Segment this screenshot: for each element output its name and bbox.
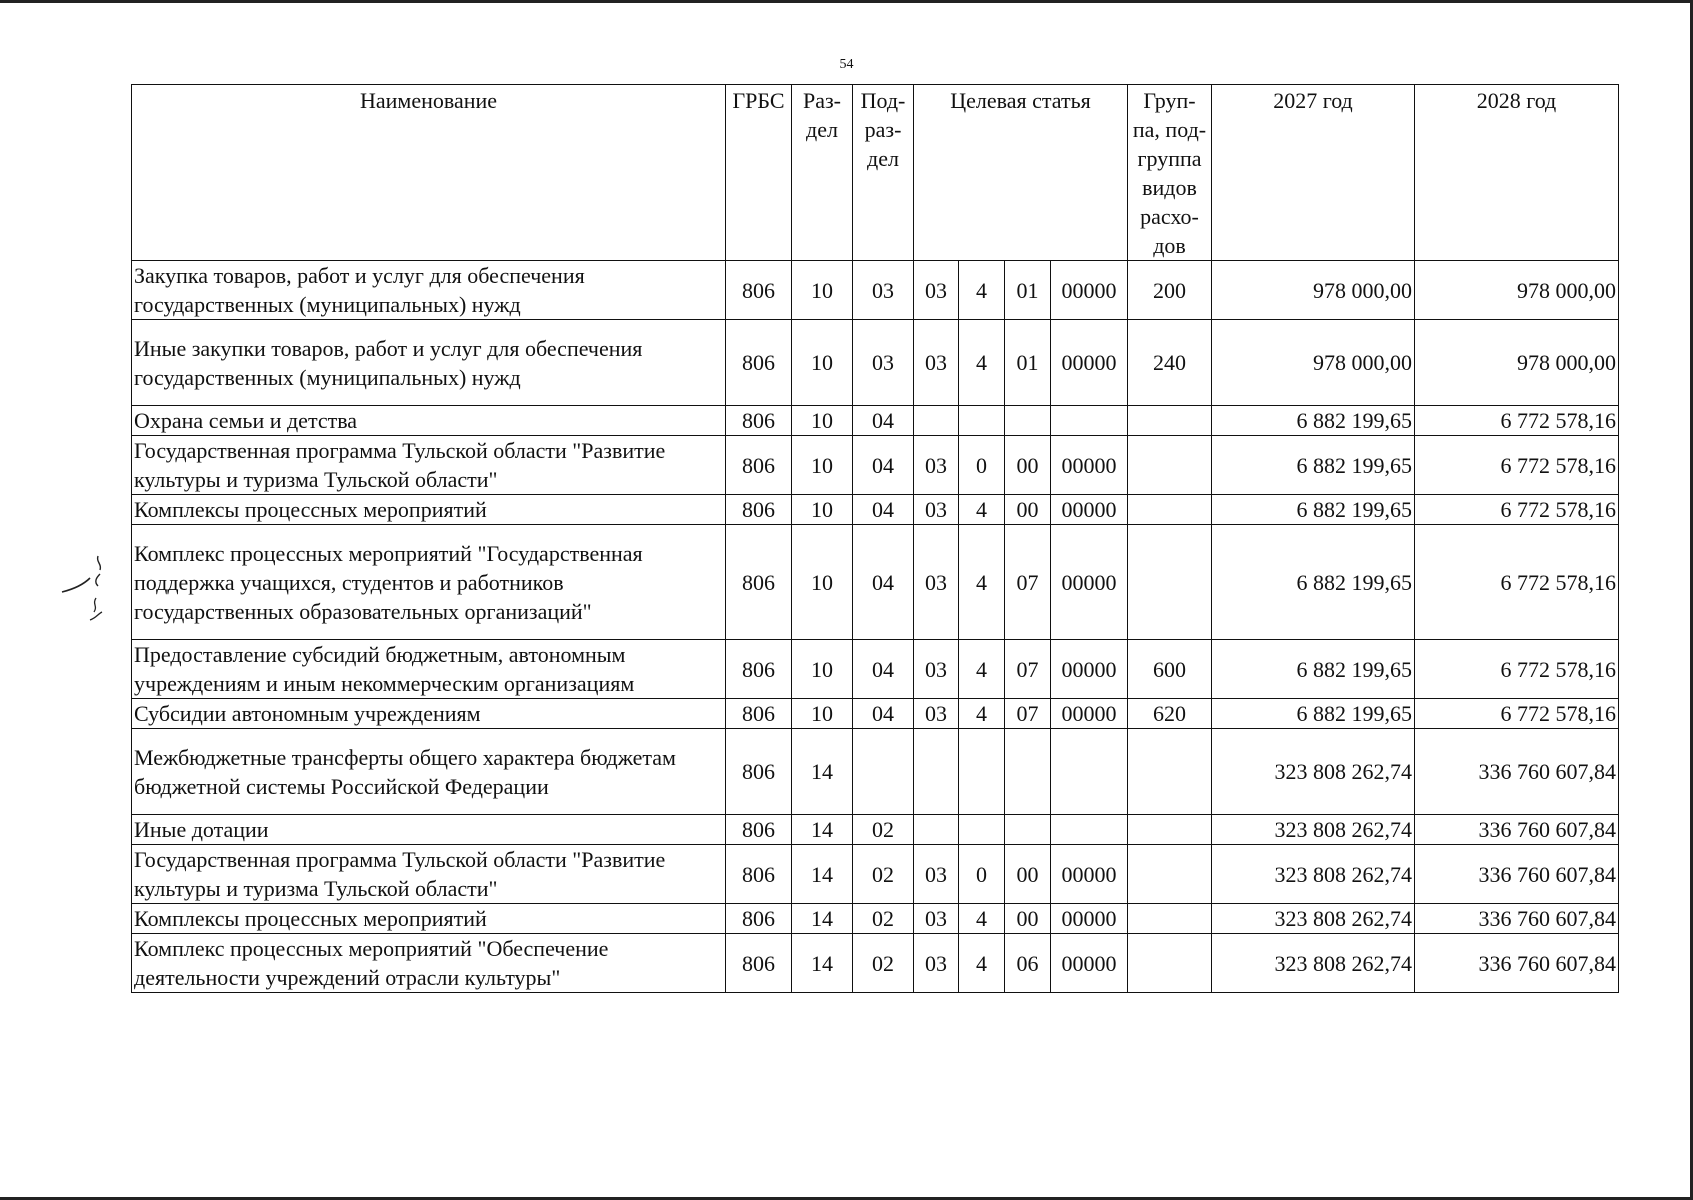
- cell-expense-group: 200: [1128, 261, 1212, 320]
- cell-target-type: 4: [959, 699, 1005, 729]
- cell-expense-group: 620: [1128, 699, 1212, 729]
- cell-target-direction: 00000: [1051, 934, 1128, 993]
- cell-expense-group: [1128, 406, 1212, 436]
- cell-expense-group: 600: [1128, 640, 1212, 699]
- cell-razdel: 14: [792, 934, 853, 993]
- cell-podrazdel: 04: [853, 406, 914, 436]
- cell-amount-2027: 323 808 262,74: [1212, 845, 1415, 904]
- cell-amount-2028: 336 760 607,84: [1415, 904, 1619, 934]
- cell-target-program: 03: [914, 699, 959, 729]
- cell-podrazdel: 04: [853, 525, 914, 640]
- row-name: Предоставление субсидий бюджетным, автономным учреждениям и иным некоммерческим организациям: [132, 640, 726, 699]
- cell-amount-2028: 336 760 607,84: [1415, 845, 1619, 904]
- cell-target-complex: 00: [1005, 495, 1051, 525]
- cell-target-type: 4: [959, 640, 1005, 699]
- cell-target-direction: 00000: [1051, 495, 1128, 525]
- cell-target-direction: 00000: [1051, 320, 1128, 406]
- row-name: Комплексы процессных мероприятий: [132, 904, 726, 934]
- cell-grbs: 806: [726, 815, 792, 845]
- row-name: Иные закупки товаров, работ и услуг для обеспечения государственных (муниципальных) нужд: [132, 320, 726, 406]
- cell-amount-2027: 978 000,00: [1212, 261, 1415, 320]
- cell-target-type: [959, 406, 1005, 436]
- table-row: [132, 934, 1619, 993]
- cell-amount-2027: 6 882 199,65: [1212, 406, 1415, 436]
- row-name: Закупка товаров, работ и услуг для обеспечения государственных (муниципальных) нужд: [132, 261, 726, 320]
- cell-target-program: 03: [914, 934, 959, 993]
- table-body: [132, 261, 1619, 993]
- cell-amount-2027: 6 882 199,65: [1212, 495, 1415, 525]
- cell-amount-2028: 6 772 578,16: [1415, 525, 1619, 640]
- cell-target-type: [959, 729, 1005, 815]
- cell-podrazdel: 04: [853, 495, 914, 525]
- cell-razdel: 10: [792, 406, 853, 436]
- cell-target-type: 4: [959, 904, 1005, 934]
- cell-amount-2028: 6 772 578,16: [1415, 495, 1619, 525]
- cell-target-complex: 00: [1005, 436, 1051, 495]
- cell-amount-2028: 336 760 607,84: [1415, 815, 1619, 845]
- cell-target-direction: [1051, 729, 1128, 815]
- cell-grbs: 806: [726, 525, 792, 640]
- cell-amount-2027: 6 882 199,65: [1212, 699, 1415, 729]
- cell-target-program: 03: [914, 904, 959, 934]
- cell-grbs: 806: [726, 320, 792, 406]
- cell-amount-2028: 6 772 578,16: [1415, 699, 1619, 729]
- cell-razdel: 10: [792, 261, 853, 320]
- cell-grbs: 806: [726, 406, 792, 436]
- cell-podrazdel: 04: [853, 436, 914, 495]
- cell-target-program: [914, 815, 959, 845]
- cell-target-program: 03: [914, 495, 959, 525]
- cell-target-program: 03: [914, 320, 959, 406]
- cell-amount-2027: 323 808 262,74: [1212, 904, 1415, 934]
- row-name: Межбюджетные трансферты общего характера бюджетам бюджетной системы Российской Федерации: [132, 729, 726, 815]
- col-header-name: Наименование: [132, 85, 726, 261]
- cell-target-direction: 00000: [1051, 845, 1128, 904]
- cell-razdel: 10: [792, 495, 853, 525]
- cell-target-direction: 00000: [1051, 525, 1128, 640]
- cell-target-type: 4: [959, 495, 1005, 525]
- cell-target-complex: [1005, 406, 1051, 436]
- cell-podrazdel: 02: [853, 904, 914, 934]
- row-name: Субсидии автономным учреждениям: [132, 699, 726, 729]
- table-row: [132, 525, 1619, 640]
- cell-razdel: 14: [792, 815, 853, 845]
- cell-grbs: 806: [726, 729, 792, 815]
- cell-grbs: 806: [726, 261, 792, 320]
- cell-target-type: 4: [959, 320, 1005, 406]
- cell-target-complex: 07: [1005, 525, 1051, 640]
- cell-razdel: 10: [792, 436, 853, 495]
- cell-target-program: 03: [914, 845, 959, 904]
- cell-podrazdel: 04: [853, 640, 914, 699]
- row-name: Комплекс процессных мероприятий "Государственная поддержка учащихся, студентов и работников государственных образовательных организаций": [132, 525, 726, 640]
- col-header-year-2027: 2027 год: [1212, 85, 1415, 261]
- cell-razdel: 14: [792, 729, 853, 815]
- cell-amount-2027: 323 808 262,74: [1212, 729, 1415, 815]
- cell-amount-2027: 6 882 199,65: [1212, 640, 1415, 699]
- table-header-row: [132, 85, 1619, 261]
- cell-target-direction: 00000: [1051, 904, 1128, 934]
- cell-razdel: 14: [792, 904, 853, 934]
- cell-target-program: 03: [914, 436, 959, 495]
- cell-amount-2027: 6 882 199,65: [1212, 525, 1415, 640]
- scan-edge-top: [0, 0, 1693, 3]
- cell-amount-2028: 6 772 578,16: [1415, 436, 1619, 495]
- cell-target-direction: [1051, 406, 1128, 436]
- cell-target-complex: 07: [1005, 640, 1051, 699]
- cell-amount-2028: 336 760 607,84: [1415, 729, 1619, 815]
- cell-razdel: 10: [792, 320, 853, 406]
- cell-grbs: 806: [726, 699, 792, 729]
- cell-amount-2028: 336 760 607,84: [1415, 934, 1619, 993]
- cell-podrazdel: 02: [853, 845, 914, 904]
- cell-target-complex: 01: [1005, 261, 1051, 320]
- cell-podrazdel: 02: [853, 934, 914, 993]
- table-row: [132, 904, 1619, 934]
- cell-grbs: 806: [726, 436, 792, 495]
- cell-amount-2027: 323 808 262,74: [1212, 934, 1415, 993]
- cell-target-program: 03: [914, 525, 959, 640]
- table-row: [132, 815, 1619, 845]
- cell-target-type: 4: [959, 934, 1005, 993]
- cell-target-type: 0: [959, 436, 1005, 495]
- row-name: Иные дотации: [132, 815, 726, 845]
- cell-razdel: 10: [792, 640, 853, 699]
- cell-target-program: 03: [914, 261, 959, 320]
- col-header-target-article: Целевая статья: [914, 85, 1128, 261]
- cell-grbs: 806: [726, 640, 792, 699]
- row-name: Охрана семьи и детства: [132, 406, 726, 436]
- cell-grbs: 806: [726, 845, 792, 904]
- cell-target-direction: 00000: [1051, 436, 1128, 495]
- row-name: Комплексы процессных мероприятий: [132, 495, 726, 525]
- table-row: [132, 640, 1619, 699]
- cell-target-complex: [1005, 815, 1051, 845]
- cell-razdel: 10: [792, 525, 853, 640]
- cell-amount-2028: 6 772 578,16: [1415, 640, 1619, 699]
- cell-target-type: 0: [959, 845, 1005, 904]
- col-header-expense-group: Груп- па, под- группа видов расхо- дов: [1128, 85, 1212, 261]
- cell-podrazdel: 03: [853, 320, 914, 406]
- cell-target-type: 4: [959, 525, 1005, 640]
- cell-amount-2028: 978 000,00: [1415, 320, 1619, 406]
- table-row: [132, 261, 1619, 320]
- cell-expense-group: [1128, 729, 1212, 815]
- page-number: 54: [839, 57, 854, 72]
- col-header-grbs: ГРБС: [726, 85, 792, 261]
- cell-target-direction: [1051, 815, 1128, 845]
- cell-target-program: [914, 729, 959, 815]
- cell-target-complex: 00: [1005, 904, 1051, 934]
- table-row: [132, 436, 1619, 495]
- cell-target-type: 4: [959, 261, 1005, 320]
- cell-target-direction: 00000: [1051, 640, 1128, 699]
- cell-amount-2028: 6 772 578,16: [1415, 406, 1619, 436]
- cell-amount-2027: 6 882 199,65: [1212, 436, 1415, 495]
- row-name: Комплекс процессных мероприятий "Обеспечение деятельности учреждений отрасли культуры": [132, 934, 726, 993]
- cell-razdel: 10: [792, 699, 853, 729]
- cell-razdel: 14: [792, 845, 853, 904]
- cell-podrazdel: 02: [853, 815, 914, 845]
- cell-podrazdel: 04: [853, 699, 914, 729]
- col-header-razdel: Раз- дел: [792, 85, 853, 261]
- cell-target-program: 03: [914, 640, 959, 699]
- cell-podrazdel: 03: [853, 261, 914, 320]
- row-name: Государственная программа Тульской области "Развитие культуры и туризма Тульской области": [132, 845, 726, 904]
- cell-expense-group: [1128, 934, 1212, 993]
- cell-target-complex: 06: [1005, 934, 1051, 993]
- cell-amount-2027: 323 808 262,74: [1212, 815, 1415, 845]
- cell-amount-2027: 978 000,00: [1212, 320, 1415, 406]
- cell-expense-group: [1128, 495, 1212, 525]
- cell-target-program: [914, 406, 959, 436]
- cell-expense-group: 240: [1128, 320, 1212, 406]
- cell-target-complex: [1005, 729, 1051, 815]
- handwritten-mark: [60, 548, 130, 638]
- cell-expense-group: [1128, 525, 1212, 640]
- cell-expense-group: [1128, 904, 1212, 934]
- table-row: [132, 845, 1619, 904]
- cell-target-complex: 00: [1005, 845, 1051, 904]
- cell-grbs: 806: [726, 934, 792, 993]
- cell-expense-group: [1128, 845, 1212, 904]
- table-row: [132, 320, 1619, 406]
- cell-target-type: [959, 815, 1005, 845]
- table-row: [132, 406, 1619, 436]
- cell-target-direction: 00000: [1051, 261, 1128, 320]
- table-row: [132, 699, 1619, 729]
- cell-target-complex: 07: [1005, 699, 1051, 729]
- cell-grbs: 806: [726, 904, 792, 934]
- cell-podrazdel: [853, 729, 914, 815]
- cell-target-complex: 01: [1005, 320, 1051, 406]
- col-header-podrazdel: Под- раз- дел: [853, 85, 914, 261]
- cell-target-direction: 00000: [1051, 699, 1128, 729]
- row-name: Государственная программа Тульской области "Развитие культуры и туризма Тульской области": [132, 436, 726, 495]
- cell-expense-group: [1128, 436, 1212, 495]
- col-header-year-2028: 2028 год: [1415, 85, 1619, 261]
- cell-expense-group: [1128, 815, 1212, 845]
- table-row: [132, 495, 1619, 525]
- cell-grbs: 806: [726, 495, 792, 525]
- cell-amount-2028: 978 000,00: [1415, 261, 1619, 320]
- table-row: [132, 729, 1619, 815]
- budget-table: [131, 84, 1619, 993]
